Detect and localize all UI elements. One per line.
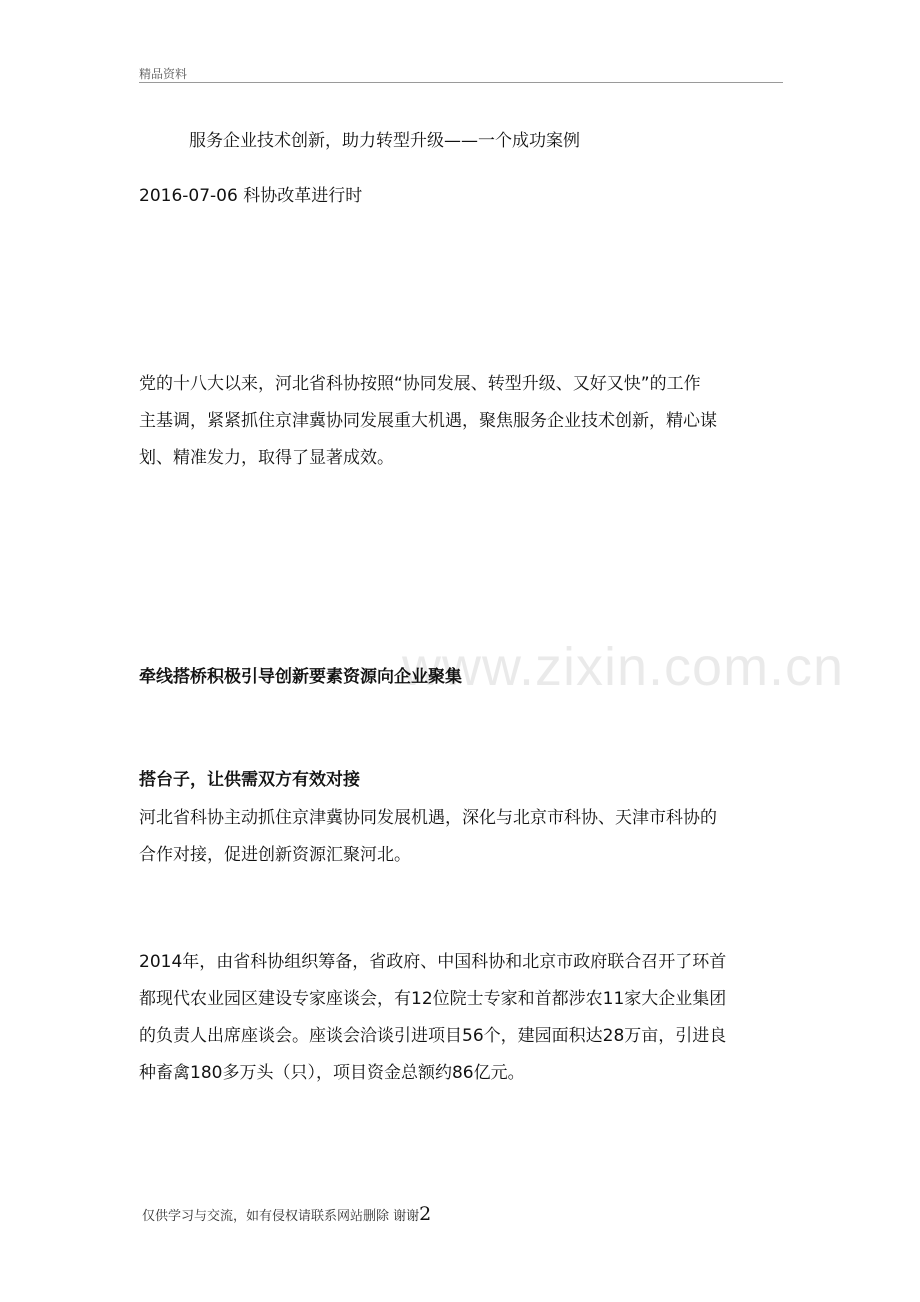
intro-line: 党的十八大以来，河北省科协按照“协同发展、转型升级、又好又快”的工作 [139, 374, 701, 394]
paragraph-line: 种畜禽180多万头（只），项目资金总额约86亿元。 [139, 1063, 525, 1083]
intro-paragraph [139, 366, 779, 477]
intro-line: 主基调，紧紧抓住京津冀协同发展重大机遇，聚焦服务企业技术创新，精心谋 [139, 411, 717, 431]
paragraph-line: 合作对接，促进创新资源汇聚河北。 [139, 845, 411, 865]
subheading: 搭台子，让供需双方有效对接 [139, 770, 360, 790]
header-divider [139, 82, 783, 83]
footer-note [142, 1203, 431, 1225]
article-meta: 2016-07-06 科协改革进行时 [139, 186, 363, 206]
paragraph-line: 河北省科协主动抓住京津冀协同发展机遇，深化与北京市科协、天津市科协的 [139, 808, 717, 828]
intro-line: 划、精准发力，取得了显著成效。 [139, 448, 394, 468]
paragraph-line: 的负责人出席座谈会。座谈会洽谈引进项目56个，建园面积达28万亩，引进良 [139, 1026, 727, 1046]
paragraph-line: 2014年，由省科协组织筹备，省政府、中国科协和北京市政府联合召开了环首 [139, 952, 727, 972]
footer-text: 仅供学习与交流，如有侵权请联系网站删除 谢谢 [142, 1209, 420, 1224]
article-title: 服务企业技术创新，助力转型升级——一个成功案例 [189, 131, 580, 151]
paragraph-2 [139, 944, 779, 1092]
page-number: 2 [419, 1203, 432, 1225]
section-heading: 牵线搭桥积极引导创新要素资源向企业聚集 [139, 667, 462, 687]
header-label: 精品资料 [139, 67, 188, 81]
paragraph-1 [139, 800, 779, 874]
paragraph-line: 都现代农业园区建设专家座谈会，有12位院士专家和首都涉农11家大企业集团 [139, 989, 727, 1009]
watermark: www.zixin.com.cn [402, 637, 845, 697]
